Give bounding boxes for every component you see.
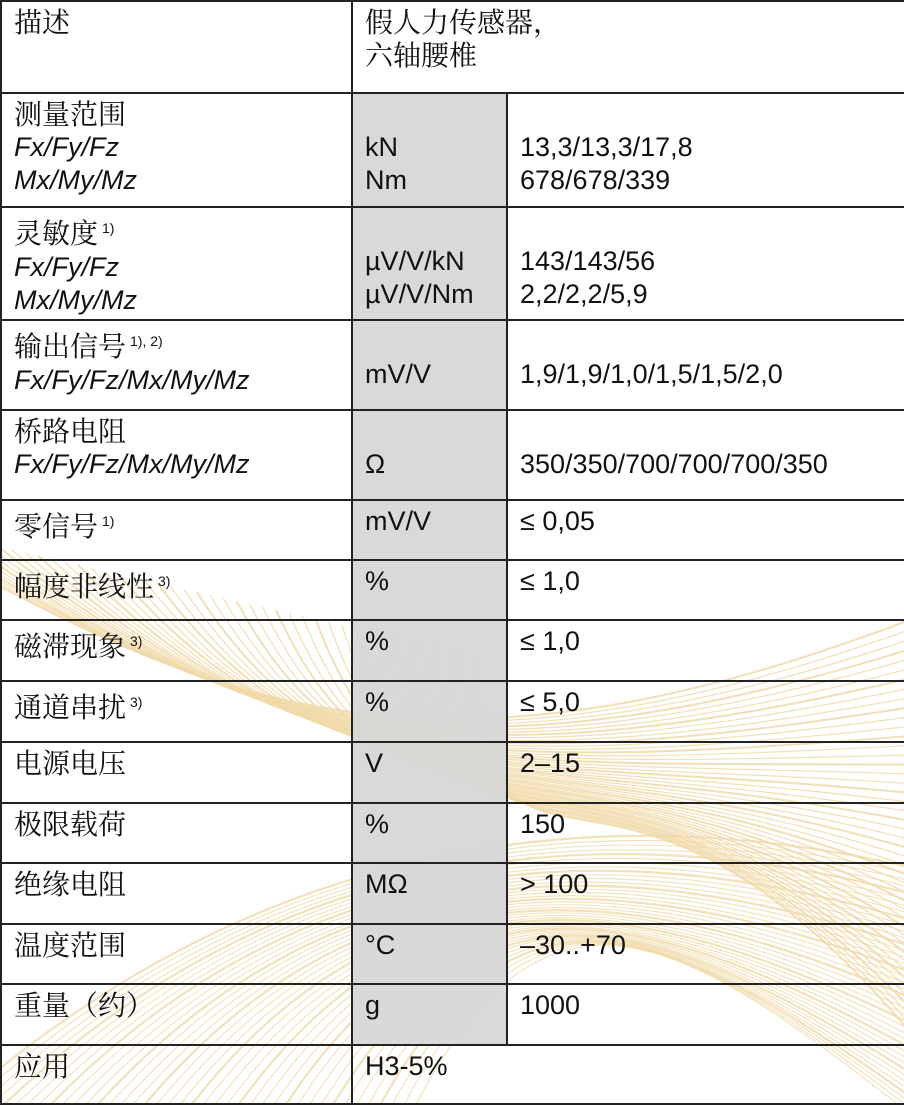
- value-cell: > 100: [507, 863, 904, 924]
- value-cell: 2–15: [507, 742, 904, 803]
- unit-cell: %: [352, 681, 507, 742]
- value-cell: H3-5%: [352, 1045, 904, 1104]
- unit-cell: %: [352, 620, 507, 681]
- value-line: 六轴腰椎: [365, 39, 478, 72]
- unit-cell: MΩ: [352, 863, 507, 924]
- unit-text: mV/V: [365, 359, 432, 389]
- table-row-sensitivity: [1, 207, 904, 320]
- unit-cell: %: [352, 803, 507, 863]
- label-text: 零信号: [14, 510, 99, 543]
- footnote-mark: 3): [130, 694, 143, 710]
- table-row: [1, 500, 904, 560]
- unit-cell: V: [352, 742, 507, 803]
- value-cell: 150: [507, 803, 904, 863]
- row-label: [1, 803, 352, 863]
- row-label: [1, 560, 352, 620]
- value-cell: [507, 320, 904, 410]
- table-row: [1, 803, 904, 863]
- row-label: [1, 924, 352, 984]
- table-row: [1, 681, 904, 742]
- value-cell: ≤ 5,0: [507, 681, 904, 742]
- label-text: 应用: [14, 1050, 71, 1083]
- unit-text: Nm: [365, 165, 407, 195]
- label-text: 电源电压: [14, 747, 127, 780]
- label-text: 绝缘电阻: [14, 868, 127, 901]
- unit-cell: [352, 320, 507, 410]
- unit-cell: °C: [352, 924, 507, 984]
- value-cell: [507, 410, 904, 500]
- label-text: 桥路电阻: [14, 415, 127, 448]
- footnote-mark: 3): [158, 573, 171, 589]
- table-row-bridge-resistance: [1, 410, 904, 500]
- table-row-description: [1, 1, 904, 93]
- description-value: [352, 1, 904, 93]
- label-text: 幅度非线性: [14, 570, 155, 603]
- row-label: [1, 500, 352, 560]
- unit-text: Ω: [365, 449, 386, 479]
- table-row: [1, 984, 904, 1045]
- value-text: 678/678/339: [520, 165, 671, 195]
- value-line: 假人力传感器，: [365, 6, 562, 39]
- label-text: 测量范围: [14, 98, 127, 131]
- value-cell: ≤ 1,0: [507, 620, 904, 681]
- sub-label: Mx/My/Mz: [14, 165, 137, 195]
- table-row-output-signal: [1, 320, 904, 410]
- sub-label: Fx/Fy/Fz/Mx/My/Mz: [14, 449, 250, 479]
- value-cell: –30..+70: [507, 924, 904, 984]
- row-label: [1, 620, 352, 681]
- row-label: [1, 681, 352, 742]
- unit-cell: mV/V: [352, 500, 507, 560]
- label-text: 重量（约）: [14, 989, 155, 1022]
- label-text: 输出信号: [14, 330, 127, 363]
- unit-text: kN: [365, 132, 398, 162]
- row-label: [1, 93, 352, 207]
- value-text: 1,9/1,9/1,0/1,5/1,5/2,0: [520, 359, 783, 389]
- label-text: 灵敏度: [14, 217, 99, 250]
- table-row: [1, 863, 904, 924]
- sub-label: Fx/Fy/Fz/Mx/My/Mz: [14, 365, 250, 395]
- value-text: 350/350/700/700/700/350: [520, 449, 828, 479]
- row-label: [1, 320, 352, 410]
- footnote-mark: 3): [130, 633, 143, 649]
- row-label: [1, 1045, 352, 1104]
- label-text: 描述: [14, 6, 71, 39]
- sub-label: Fx/Fy/Fz: [14, 252, 119, 282]
- value-cell: ≤ 0,05: [507, 500, 904, 560]
- value-text: 143/143/56: [520, 246, 656, 276]
- table-row: [1, 620, 904, 681]
- label-text: 极限载荷: [14, 808, 127, 841]
- table-row: [1, 560, 904, 620]
- row-label: [1, 742, 352, 803]
- unit-cell: [352, 410, 507, 500]
- label-text: 温度范围: [14, 929, 127, 962]
- row-label: [1, 207, 352, 320]
- footnote-mark: 1): [102, 513, 115, 529]
- table-row: [1, 742, 904, 803]
- row-label: [1, 863, 352, 924]
- table-row-application: [1, 1045, 904, 1104]
- row-label: [1, 1, 352, 93]
- unit-text: µV/V/Nm: [365, 279, 474, 309]
- footnote-mark: 1), 2): [130, 333, 163, 349]
- table-row: [1, 924, 904, 984]
- row-label: [1, 984, 352, 1045]
- value-cell: 1000: [507, 984, 904, 1045]
- sub-label: Mx/My/Mz: [14, 285, 137, 315]
- value-text: 2,2/2,2/5,9: [520, 279, 648, 309]
- unit-text: µV/V/kN: [365, 246, 465, 276]
- label-text: 通道串扰: [14, 691, 127, 724]
- unit-cell: [352, 207, 507, 320]
- unit-cell: g: [352, 984, 507, 1045]
- value-cell: [507, 207, 904, 320]
- value-cell: [507, 93, 904, 207]
- unit-cell: [352, 93, 507, 207]
- sub-label: Fx/Fy/Fz: [14, 132, 119, 162]
- row-label: [1, 410, 352, 500]
- footnote-mark: 1): [102, 220, 115, 236]
- label-text: 磁滞现象: [14, 630, 127, 663]
- value-cell: ≤ 1,0: [507, 560, 904, 620]
- table-row-measuring-range: [1, 93, 904, 207]
- value-text: 13,3/13,3/17,8: [520, 132, 693, 162]
- unit-cell: %: [352, 560, 507, 620]
